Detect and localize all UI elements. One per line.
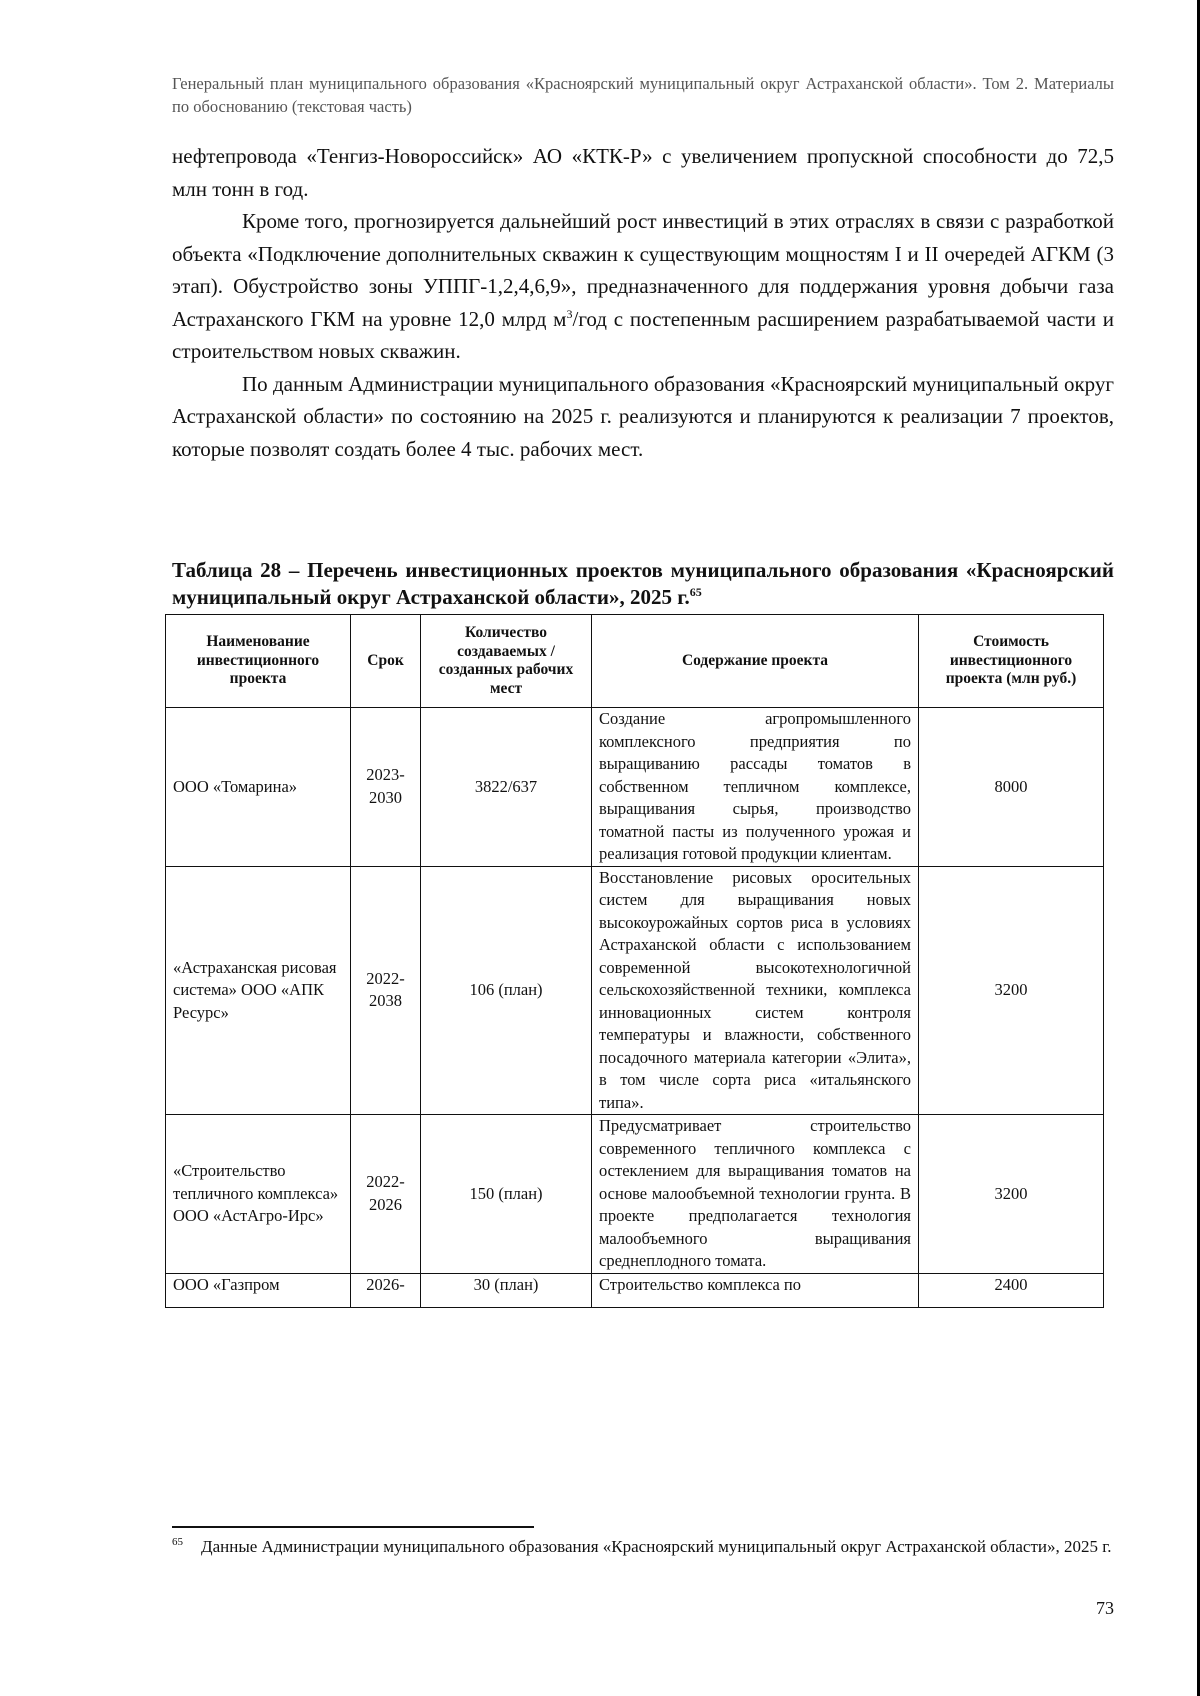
superscript-3: 3 [566,306,573,321]
cell-cost: 2400 [919,1273,1104,1307]
cell-cost: 8000 [919,708,1104,867]
cell-name: «Астраханская рисовая система» ООО «АПК Ресурс» [166,866,351,1115]
paragraph-3: По данным Администрации муниципального образования «Красноярский муниципальный округ Астраханской области» по состоянию на 2025 г. реализуются и планируются к реализации 7 проектов, которые позволят создать более 4 тыс. рабочих мест. [172,371,1114,461]
paragraph-2-part1: Кроме того, прогнозируется дальнейший рост инвестиций в этих отраслях в связи с разработкой объекта «Подключение дополнительных скважин к существующим мощностям I и II очередей АГКМ (3 этап). Обустройство зоны УППГ-1,2,4,6,9», предназначенного для поддержания уровня добычи газа Астраханского ГКМ на уровне 12,0 млрд м [172,209,1114,331]
footnote-text: Данные Администрации муниципального образования «Красноярский муниципальный округ Астраханской области», 2025 г. [201,1537,1112,1556]
cell-name: «Строительство тепличного комплекса» ООО «АстАгро-Ирс» [166,1115,351,1274]
cell-jobs: 106 (план) [421,866,592,1115]
footnote [172,1535,1114,1559]
header-jobs: Количество создаваемых / созданных рабочих мест [421,615,592,708]
body-text [172,140,1114,465]
table-row [166,866,1104,1115]
table-header-row [166,615,1104,708]
table-row [166,1273,1104,1307]
footnote-mark: 65 [172,1536,183,1548]
page-header: Генеральный план муниципального образования «Красноярский муниципальный округ Астраханской области». Том 2. Материалы по обоснованию (текстовая часть) [172,74,1114,116]
paragraph-1: нефтепровода «Тенгиз-Новороссийск» АО «КТК-Р» с увеличением пропускной способности до 72,5 млн тонн в год. [172,144,1114,201]
table-title [172,557,1114,611]
cell-jobs: 150 (план) [421,1115,592,1274]
cell-term: 2022-2038 [351,866,421,1115]
cell-name: ООО «Газпром [166,1273,351,1307]
cell-jobs: 30 (план) [421,1273,592,1307]
cell-content: Восстановление рисовых оросительных систем для выращивания новых высокоурожайных сортов риса в условиях Астраханской области с использованием современной высокотехнологичной сельскохозяйственной техники, комплекса инновационных систем контроля температуры и влажности, собственного посадочного материала категории «Элита», в том числе сорта риса «итальянского типа». [592,866,919,1115]
header-content: Содержание проекта [592,615,919,708]
cell-jobs: 3822/637 [421,708,592,867]
table-row [166,1115,1104,1274]
cell-content: Создание агропромышленного комплексного предприятия по выращиванию рассады томатов в собственном тепличном комплексе, выращивания сырья, производство томатной пасты из полученного урожая и реализация готовой продукции клиентам. [592,708,919,867]
table-title-text: Таблица 28 – Перечень инвестиционных проектов муниципального образования «Красноярский муниципальный округ Астраханской области», 2025 г. [172,558,1114,609]
cell-content: Строительство комплекса по [592,1273,919,1307]
cell-name: ООО «Томарина» [166,708,351,867]
cell-term: 2022-2026 [351,1115,421,1274]
footnote-separator [172,1526,534,1528]
paragraph-2 [172,205,1114,368]
cell-term: 2023-2030 [351,708,421,867]
cell-term: 2026- [351,1273,421,1307]
cell-content: Предусматривает строительство современного тепличного комплекса с остеклением для выращивания томатов на основе малообъемной технологии грунта. В проекте предполагается технология малообъемного выращивания среднеплодного томата. [592,1115,919,1274]
page-number: 73 [1096,1598,1114,1618]
investment-projects-table [165,614,1104,1308]
header-cost: Стоимость инвестиционного проекта (млн руб.) [919,615,1104,708]
paragraph-2-part2: /год с постепенным расширением разрабатываемой части и строительством новых скважин. [172,306,1114,363]
table-row [166,708,1104,867]
cell-cost: 3200 [919,866,1104,1115]
table-title-footnote-ref: 65 [689,585,702,599]
header-name: Наименование инвестиционного проекта [166,615,351,708]
cell-cost: 3200 [919,1115,1104,1274]
header-term: Срок [351,615,421,708]
